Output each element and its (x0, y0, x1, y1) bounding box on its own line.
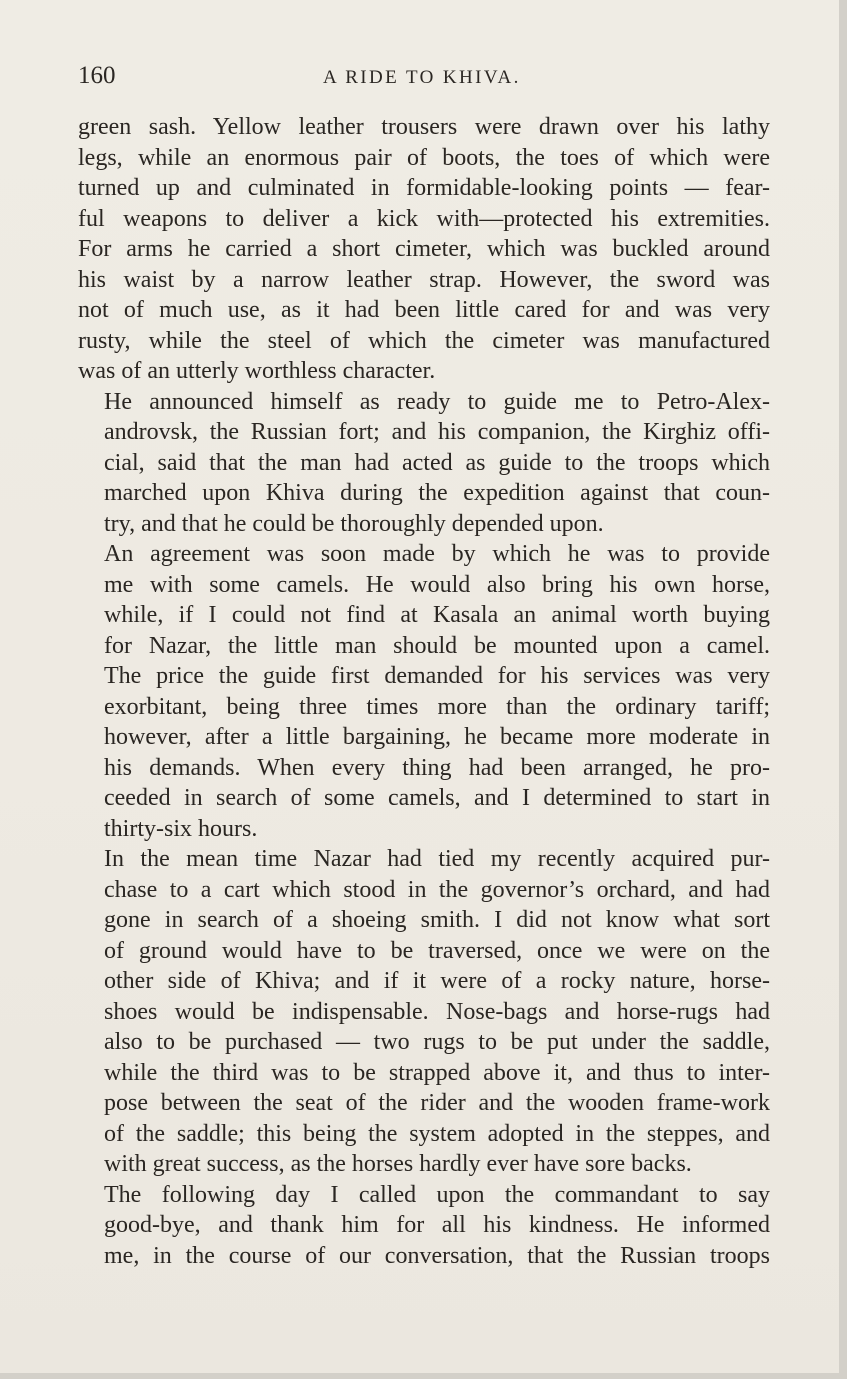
text-line: thirty-six hours. (104, 815, 258, 842)
text-line: The following day I called upon the commandant to say (104, 1181, 770, 1208)
text-line: with great success, as the horses hardly ever have sore backs. (104, 1151, 692, 1177)
text-line: turned up and culminated in formidable-looking points — fear- (78, 175, 770, 201)
text-line: his waist by a narrow leather strap. However, the sword was (78, 266, 770, 293)
text-line: The price the guide first demanded for his services was very (104, 663, 770, 689)
page-header (78, 60, 770, 96)
text-line: ful weapons to deliver a kick with—protected his extremities. (78, 205, 770, 232)
text-line: shoes would be indispensable. Nose-bags and horse-rugs had (104, 998, 770, 1025)
text-line: while, if I could not find at Kasala an animal worth buying (104, 602, 770, 628)
text-line: of the saddle; this being the system adopted in the steppes, and (104, 1120, 770, 1147)
text-line: marched upon Khiva during the expedition against that coun- (104, 480, 770, 506)
text-line: was of an utterly worthless character. (78, 358, 436, 384)
text-line: me with some camels. He would also bring his own horse, (104, 571, 770, 598)
text-line: chase to a cart which stood in the governor’s orchard, and had (104, 876, 770, 903)
text-line: me, in the course of our conversation, that the Russian troops (104, 1242, 770, 1269)
text-line: however, after a little bargaining, he became more moderate in (104, 724, 770, 750)
text-line: not of much use, as it had been little cared for and was very (78, 297, 770, 323)
text-line: cial, said that the man had acted as guide to the troops which (104, 449, 770, 476)
paragraph (78, 844, 770, 1180)
text-line: legs, while an enormous pair of boots, the toes of which were (78, 144, 770, 171)
text-line: pose between the seat of the rider and the wooden frame-work (104, 1090, 770, 1116)
running-title: A RIDE TO KHIVA. (323, 67, 521, 88)
paragraph (78, 387, 770, 540)
body-text (78, 112, 770, 1271)
text-line: An agreement was soon made by which he was to provide (104, 541, 770, 567)
text-line: for Nazar, the little man should be mounted upon a camel. (104, 632, 770, 659)
text-line: green sash. Yellow leather trousers were drawn over his lathy (78, 114, 770, 140)
text-line: ceeded in search of some camels, and I determined to start in (104, 785, 770, 811)
text-line: rusty, while the steel of which the cimeter was manufactured (78, 327, 770, 354)
paragraph (78, 539, 770, 844)
text-line: good-bye, and thank him for all his kindness. He informed (104, 1212, 770, 1238)
text-line: his demands. When every thing had been arranged, he pro- (104, 754, 770, 781)
text-line: while the third was to be strapped above it, and thus to inter- (104, 1059, 770, 1086)
text-line: gone in search of a shoeing smith. I did not know what sort (104, 907, 770, 933)
text-line: exorbitant, being three times more than the ordinary tariff; (104, 693, 770, 720)
paragraph (78, 1180, 770, 1272)
text-line: of ground would have to be traversed, once we were on the (104, 937, 770, 964)
text-line: androvsk, the Russian fort; and his companion, the Kirghiz offi- (104, 419, 770, 445)
page-number: 160 (78, 62, 116, 89)
paragraph (78, 112, 770, 387)
text-line: He announced himself as ready to guide me to Petro-Alex- (104, 388, 770, 415)
text-line: try, and that he could be thoroughly depended upon. (104, 510, 604, 537)
text-line: also to be purchased — two rugs to be put under the saddle, (104, 1029, 770, 1055)
text-line: In the mean time Nazar had tied my recently acquired pur- (104, 846, 770, 872)
text-line: For arms he carried a short cimeter, which was buckled around (78, 236, 770, 262)
text-line: other side of Khiva; and if it were of a rocky nature, horse- (104, 968, 770, 994)
